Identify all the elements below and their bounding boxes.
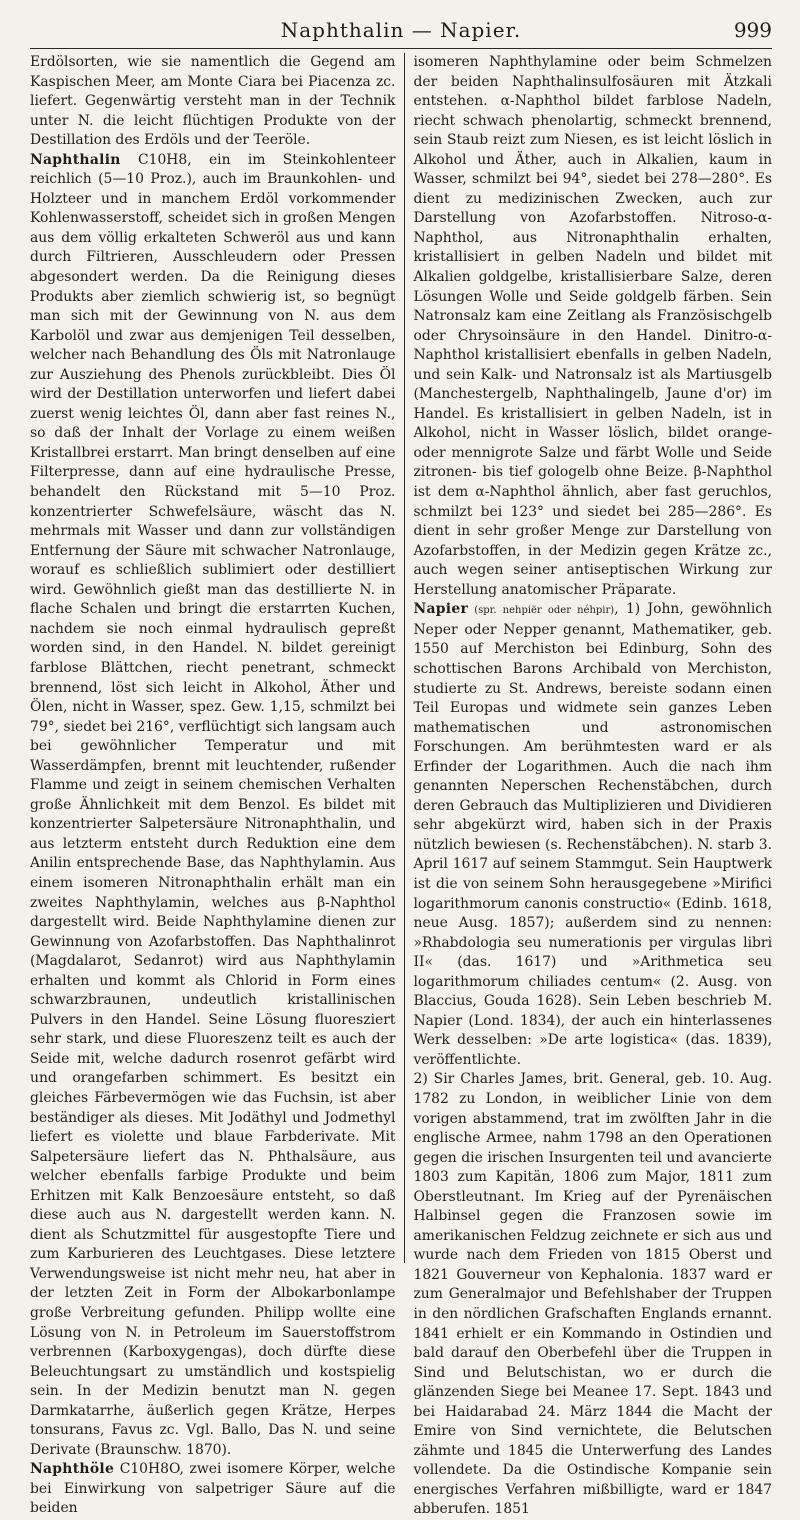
paragraph	[30, 53, 395, 151]
paragraph-text: isomeren Naphthylamine oder beim Schmelzen der beiden Naphthalinsulfosäuren mit Ätzkali entstehen. α-Naphthol bildet farblose Nadeln, riecht schwach phenolartig, schmeckt brennend, sein Staub reizt zum Niesen, es ist leicht löslich in Alkohol und Äther, auch in Alkalien, kaum in Wasser, schmilzt bei 94°, siedet bei 278—280°. Es dient zu medizinischen Zwecken, auch zur Darstellung von Azofarbstoffen. Nitroso-α-Naphthol, aus Nitronaphthalin erhalten, kristallisiert in gelben Nadeln und bildet mit Alkalien goldgelbe, kristallisierbare Salze, deren Lösungen Wolle und Seide goldgelb färben. Sein Natronsalz kam eine Zeitlang als Französischgelb oder Chrysoinsäure in den Handel. Dinitro-α-Naphthol kristallisiert ebenfalls in gelben Nadeln, und sein Kalk- und Natronsalz ist als Martiusgelb (Manchestergelb, Naphthalingelb, Jaune d'or) im Handel. Es kristallisiert in gelben Nadeln, ist in Alkohol, nicht in Wasser löslich, bildet orange- oder mennigrote Salze und färbt Wolle und Seide zitronen- bis tief gologelb ohne Beize. β-Naphthol ist dem α-Naphthol ähnlich, aber fast geruchlos, schmilzt bei 123° und siedet bei 285—286°. Es dient in sehr großer Menge zur Darstellung von Azofarbstoffen, in der Medizin gegen Krätze zc., auch wegen seiner antiseptischen Wirkung zur Herstellung anatomischer Präparate.	[413, 54, 773, 598]
column-divider	[404, 53, 405, 1263]
page-number: 999	[733, 18, 772, 42]
paragraph	[413, 53, 772, 600]
entry-napier	[413, 600, 772, 1070]
entry-text: C10H8O, zwei isomere Körper, welche bei Einwirkung von salpetriger Säure auf die beiden	[30, 1461, 396, 1517]
entry-text: 2) Sir Charles James, brit. General, geb. 10. Aug. 1782 zu London, in weiblicher Linie von dem vorigen abstammend, trat im zwölften Jahr in die englische Armee, nahm 1798 an den Operationen gegen die irischen Insurgenten teil und avancierte 1803 zum Kapitän, 1806 zum Major, 1811 zum Oberstleutnant. Im Krieg auf der Pyrenäischen Halbinsel gegen die Franzosen sowie im amerikanischen Feldzug zeichnete er sich aus und wurde nach dem Frieden von 1815 Oberst und 1821 Gouverneur von Kephalonia. 1837 ward er zum Generalmajor und Befehlshaber der Truppen in den nördlichen Grafschaften Englands ernannt. 1841 erhielt er ein Kommando in Ostindien und bald darauf den Oberbefehl über die Truppen in Sind und Belutschistan, wo er durch die glänzenden Siege bei Meanee 17. Sept. 1843 und bei Haidarabad 24. März 1844 die Macht der Emire von Sind vernichtete, die Belutschen zähmte und 1845 die Unterwerfung des Landes vollendete. Da die Ostindische Kompanie sein energisches Verfahren mißbilligte, ward er 1847 abberufen. 1851	[413, 1071, 773, 1518]
entry-keyword: Naphthalin	[30, 151, 121, 168]
left-column	[30, 53, 404, 1520]
entry-napier-charles	[413, 1070, 772, 1520]
entry-naphthalin	[30, 151, 395, 1461]
entry-keyword: Napier	[413, 601, 469, 618]
page-header	[30, 0, 772, 49]
entry-naphthoele	[30, 1460, 395, 1519]
paragraph-text: Erdölsorten, wie sie namentlich die Gegend am Kaspischen Meer, am Monte Ciara bei Piacenza zc. liefert. Gegenwärtig versteht man in der Technik unter N. die leicht flüchtigen Produkte von der Destillation des Erdöls und der Teeröle.	[30, 54, 396, 149]
entry-text: C10H8, ein im Steinkohlenteer reichlich (5—10 Proz.), auch im Braunkohlen- und Holzteer und in manchem Erdöl vorkommender Kohlenwasserstoff, scheidet sich in großen Mengen aus dem völlig erkalteten Schweröl aus und kann durch Filtrieren, Ausschleudern oder Pressen abgesondert werden. Da die Reinigung dieses Produkts aber ziemlich schwierig ist, so begnügt man sich mit der Gewinnung von N. aus dem Karbolöl und zwar aus demjenigen Teil desselben, welcher nach Behandlung des Öls mit Natronlauge zur Ausziehung des Phenols zurückbleibt. Dies Öl wird der Destillation unterworfen und liefert dabei zuerst wenig leichtes Öl, dann aber fast reines N., so daß der Inhalt der Vorlage zu einem weißen Kristallbrei erstarrt. Man bringt denselben auf eine Filterpresse, dann auf eine hydraulische Presse, behandelt den Rückstand mit 5—10 Proz. konzentrierter Schwefelsäure, wäscht das N. mehrmals mit Wasser und dann zur vollständigen Entfernung der Säure mit schwacher Natronlauge, worauf es schließlich sublimiert oder destilliert wird. Gewöhnlich gießt man das destillierte N. in flache Schalen und bringt die erstarrten Kuchen, nachdem sie noch einmal hydraulisch gepreßt worden sind, in den Handel. N. bildet gereinigt farblose Blättchen, riecht penetrant, schmeckt brennend, löst sich leicht in Alkohol, Äther und Ölen, nicht in Wasser, spez. Gew. 1,15, schmilzt bei 79°, siedet bei 216°, verflüchtigt sich langsam auch bei gewöhnlicher Temperatur und mit Wasserdämpfen, brennt mit leuchtender, rußender Flamme und zeigt in seinem chemischen Verhalten große Ähnlichkeit mit dem Benzol. Es bildet mit konzentrierter Salpetersäure Nitronaphthalin, und aus letzterm entsteht durch Reduktion eine dem Anilin entsprechende Base, das Naphthylamin. Aus einem isomeren Nitronaphthalin erhält man ein zweites Naphthylamin, welches aus β-Naphthol dargestellt wird. Beide Naphthylamine dienen zur Gewinnung von Azofarbstoffen. Das Naphthalinrot (Magdalarot, Sedanrot) wird aus Naphthylamin erhalten und kommt als Chlorid in Form eines schwarzbraunen, undeutlich kristallinischen Pulvers in den Handel. Seine Lösung fluoresziert sehr stark, und diese Fluoreszenz teilt es auch der Seide mit, welche dadurch rosenrot gefärbt wird und orangefarben schimmert. Es besitzt ein gleiches Färbevermögen wie das Fuchsin, ist aber beständiger als dieses. Mit Jodäthyl und Jodmethyl liefert es violette und blaue Farbderivate. Mit Salpetersäure liefert das N. Phthalsäure, aus welcher ebenfalls farbige Produkte und beim Erhitzen mit Kalk Benzoesäure entsteht, so daß diese auch aus N. dargestellt werden kann. N. dient als Schutzmittel für ausgestopfte Tiere und zum Karburieren des Leuchtgases. Diese letztere Verwendungsweise ist nicht mehr neu, hat aber in der letzten Zeit in Form der Albokarbonlampe große Verbreitung gefunden. Philipp wollte eine Lösung von N. in Petroleum im Sauerstoffstrom verbrennen (Karboxygengas), doch dürfte diese Beleuchtungsart zu umständlich und kostspielig sein. In der Medizin benutzt man N. gegen Darmkatarrhe, äußerlich gegen Krätze, Herpes tonsurans, Favus zc. Vgl. Ballo, Das N. und seine Derivate (Braunschw. 1870).	[30, 151, 396, 1458]
running-title: Naphthalin — Napier.	[280, 18, 522, 42]
right-column	[413, 53, 772, 1520]
entry-text: , 1) John, gewöhnlich Neper oder Nepper genannt, Mathematiker, geb. 1550 auf Merchiston bei Edinburg, Sohn des schottischen Barons Archibald von Merchiston, studierte zu St. Andrews, bereiste sodann einen Teil Europas und widmete sein ganzes Leben mathematischen und astronomischen Forschungen. Am berühmtesten ward er als Erfinder der Logarithmen. Auch die nach ihm genannten Neperschen Rechenstäbchen, durch deren Gebrauch das Multiplizieren und Dividieren sehr abgekürzt wird, haben sich in der Praxis nützlich bewiesen (s. Rechenstäbchen). N. starb 3. April 1617 auf seinem Stammgut. Sein Hauptwerk ist die von seinem Sohn herausgegebene »Mirifici logarithmorum canonis constructio« (Edinb. 1618, neue Ausg. 1857); außerdem sind zu nennen: »Rhabdologia seu numerationis per virgulas libri II« (das. 1617) und »Arithmetica seu logarithmorum chiliades centum« (2. Ausg. von Blaccius, Gouda 1628). Sein Leben beschrieb M. Napier (Lond. 1834), der auch ein hinterlassenes Werk desselben: »De arte logistica« (das. 1839), veröffentlichte.	[413, 601, 773, 1068]
pronunciation: (spr. nehpiër oder néhpir)	[468, 605, 615, 617]
entry-keyword: Naphthöle	[30, 1461, 115, 1478]
two-column-body	[30, 53, 772, 1520]
